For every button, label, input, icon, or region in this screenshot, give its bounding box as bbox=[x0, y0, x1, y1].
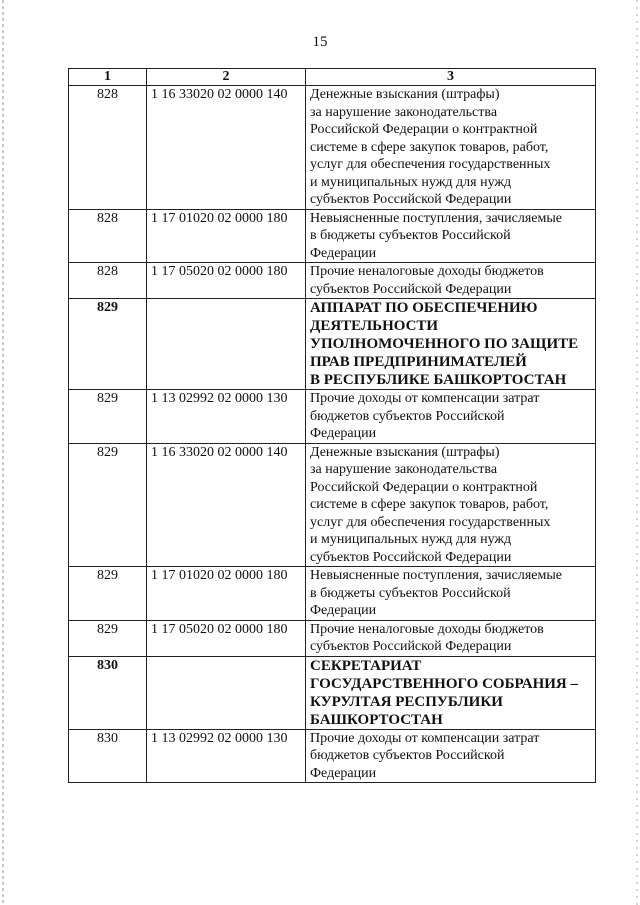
revenue-code-cell: 1 17 01020 02 0000 180 bbox=[147, 567, 306, 621]
description-cell: Денежные взыскания (штрафы) за нарушение законодательства Российской Федерации о контрактной системе в сфере закупок товаров, работ, услуг для обеспечения государственных и муниципальных нужд для нужд субъектов Российской Федерации bbox=[306, 86, 596, 210]
admin-code-cell: 829 bbox=[69, 443, 147, 567]
description-cell: Невыясненные поступления, зачисляемые в бюджеты субъектов Российской Федерации bbox=[306, 567, 596, 621]
admin-code-cell: 829 bbox=[69, 299, 147, 390]
column-header-1: 1 bbox=[69, 69, 147, 86]
scan-edge-left bbox=[2, 0, 4, 905]
revenue-code-cell: 1 17 05020 02 0000 180 bbox=[147, 620, 306, 656]
admin-code-cell: 828 bbox=[69, 263, 147, 299]
column-header-2: 2 bbox=[147, 69, 306, 86]
revenue-code-cell: 1 13 02992 02 0000 130 bbox=[147, 390, 306, 444]
description-cell: Денежные взыскания (штрафы) за нарушение законодательства Российской Федерации о контрактной системе в сфере закупок товаров, работ, услуг для обеспечения государственных и муниципальных нужд для нужд субъектов Российской Федерации bbox=[306, 443, 596, 567]
table-row bbox=[69, 620, 596, 656]
description-cell: Прочие доходы от компенсации затрат бюджетов субъектов Российской Федерации bbox=[306, 390, 596, 444]
table-row bbox=[69, 443, 596, 567]
admin-code-cell: 830 bbox=[69, 656, 147, 729]
section-title-cell: АППАРАТ ПО ОБЕСПЕЧЕНИЮ ДЕЯТЕЛЬНОСТИ УПОЛНОМОЧЕННОГО ПО ЗАЩИТЕ ПРАВ ПРЕДПРИНИМАТЕЛЕЙ В РЕСПУБЛИКЕ БАШКОРТОСТАН bbox=[306, 299, 596, 390]
admin-code-cell: 829 bbox=[69, 390, 147, 444]
budget-revenue-table bbox=[68, 68, 596, 783]
table-section-row bbox=[69, 299, 596, 390]
description-cell: Прочие доходы от компенсации затрат бюджетов субъектов Российской Федерации bbox=[306, 729, 596, 783]
table-row bbox=[69, 263, 596, 299]
page-number: 15 bbox=[312, 34, 328, 50]
column-header-3: 3 bbox=[306, 69, 596, 86]
admin-code-cell: 830 bbox=[69, 729, 147, 783]
section-title-cell: СЕКРЕТАРИАТ ГОСУДАРСТВЕННОГО СОБРАНИЯ – КУРУЛТАЯ РЕСПУБЛИКИ БАШКОРТОСТАН bbox=[306, 656, 596, 729]
revenue-code-cell: 1 13 02992 02 0000 130 bbox=[147, 729, 306, 783]
description-cell: Прочие неналоговые доходы бюджетов субъектов Российской Федерации bbox=[306, 620, 596, 656]
table-row bbox=[69, 567, 596, 621]
revenue-code-cell bbox=[147, 656, 306, 729]
description-cell: Невыясненные поступления, зачисляемые в бюджеты субъектов Российской Федерации bbox=[306, 209, 596, 263]
table-body bbox=[69, 86, 596, 783]
table-header-row bbox=[69, 69, 596, 86]
table-row bbox=[69, 209, 596, 263]
scan-edge-right bbox=[636, 0, 638, 905]
table-row bbox=[69, 86, 596, 210]
admin-code-cell: 829 bbox=[69, 567, 147, 621]
admin-code-cell: 828 bbox=[69, 209, 147, 263]
admin-code-cell: 829 bbox=[69, 620, 147, 656]
revenue-code-cell: 1 16 33020 02 0000 140 bbox=[147, 443, 306, 567]
revenue-code-cell: 1 16 33020 02 0000 140 bbox=[147, 86, 306, 210]
revenue-code-cell: 1 17 01020 02 0000 180 bbox=[147, 209, 306, 263]
revenue-code-cell: 1 17 05020 02 0000 180 bbox=[147, 263, 306, 299]
table-row bbox=[69, 729, 596, 783]
table-section-row bbox=[69, 656, 596, 729]
revenue-code-cell bbox=[147, 299, 306, 390]
description-cell: Прочие неналоговые доходы бюджетов субъектов Российской Федерации bbox=[306, 263, 596, 299]
table-row bbox=[69, 390, 596, 444]
admin-code-cell: 828 bbox=[69, 86, 147, 210]
